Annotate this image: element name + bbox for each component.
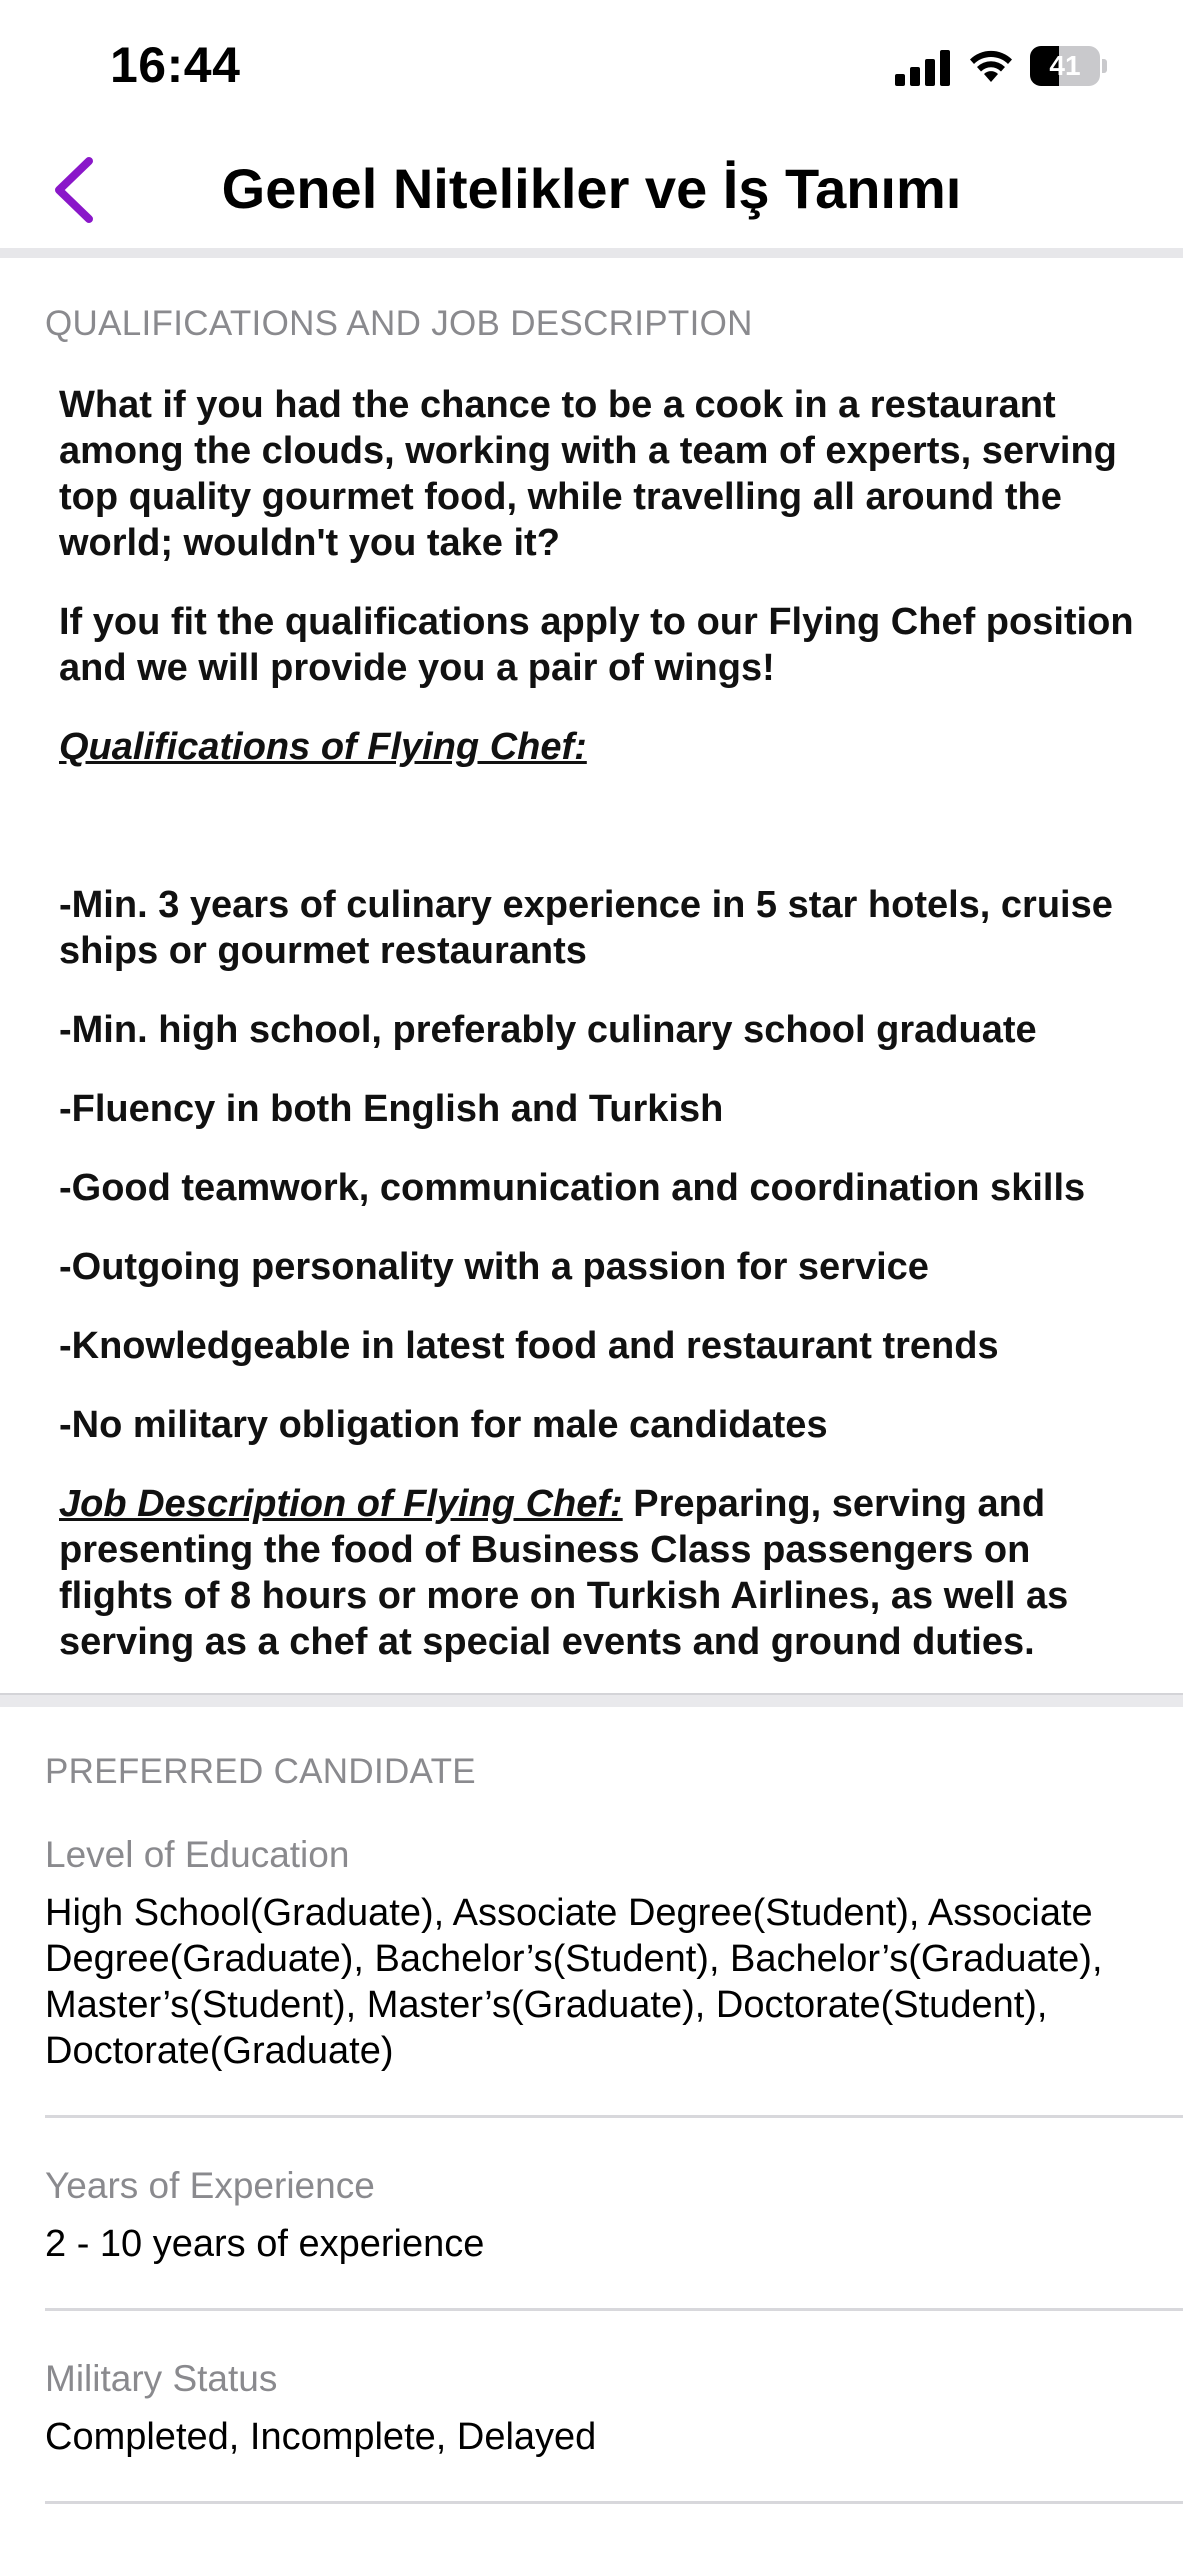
education-field [45,1832,1175,2074]
row-divider [45,2115,1183,2118]
cellular-signal-icon [895,50,951,86]
battery-level: 41 [1049,50,1081,81]
qualification-item: -No military obligation for male candidates [59,1404,828,1446]
wifi-icon [966,44,1016,84]
education-value: High School(Graduate), Associate Degree(Student), Associate Degree(Graduate), Bachelor’s(Student), Bachelor’s(Graduate), Master’s(Student), Master’s(Graduate), Doctorate(Student), Doctorate(Graduate) [45,1892,1103,2072]
page-title: Genel Nitelikler ve İş Tanımı [221,157,962,220]
job-description-title: Job Description of Flying Chef: [59,1483,623,1525]
qualifications-title: Qualifications of Flying Chef: [59,726,587,768]
back-button[interactable] [28,145,118,235]
navigation-bar [0,135,1183,250]
experience-field [45,2163,1175,2267]
chevron-left-icon [51,155,95,225]
military-status-value: Completed, Incomplete, Delayed [45,2416,597,2458]
qualification-item: -Outgoing personality with a passion for service [59,1246,929,1288]
battery-icon [1030,46,1108,86]
education-label: Level of Education [45,1834,350,1875]
status-bar [0,0,1183,135]
job-description-body: Preparing, serving and presenting the food of Business Class passengers on flights of 8 hours or more on Turkish Airlines, as well as serving as a chef at special events and ground duties. [59,1483,1069,1663]
row-divider [45,2501,1183,2504]
qualification-item: -Good teamwork, communication and coordination skills [59,1167,1086,1209]
experience-value: 2 - 10 years of experience [45,2223,485,2265]
qualification-item: -Fluency in both English and Turkish [59,1088,724,1130]
section-divider [0,1693,1183,1707]
military-status-field [45,2356,1175,2460]
status-time: 16:44 [110,37,241,93]
nav-divider [0,248,1183,258]
qualification-item: -Knowledgeable in latest food and restaurant trends [59,1325,999,1367]
qualifications-section-header: QUALIFICATIONS AND JOB DESCRIPTION [45,304,753,343]
preferred-candidate-section-header: PREFERRED CANDIDATE [45,1752,476,1791]
military-status-label: Military Status [45,2358,278,2399]
intro-paragraph: What if you had the chance to be a cook in a restaurant among the clouds, working with a team of experts, serving top quality gourmet food, while travelling all around the world; wouldn't you take it? [59,384,1117,564]
row-divider [45,2308,1183,2311]
apply-paragraph: If you fit the qualifications apply to our Flying Chef position and we will provide you a pair of wings! [59,601,1134,689]
experience-label: Years of Experience [45,2165,375,2206]
qualification-item: -Min. high school, preferably culinary school graduate [59,1009,1037,1051]
qualification-item: -Min. 3 years of culinary experience in 5 star hotels, cruise ships or gourmet restaurants [59,884,1113,972]
job-description-paragraph [59,1481,1149,1665]
qualifications-content [59,382,1149,1698]
